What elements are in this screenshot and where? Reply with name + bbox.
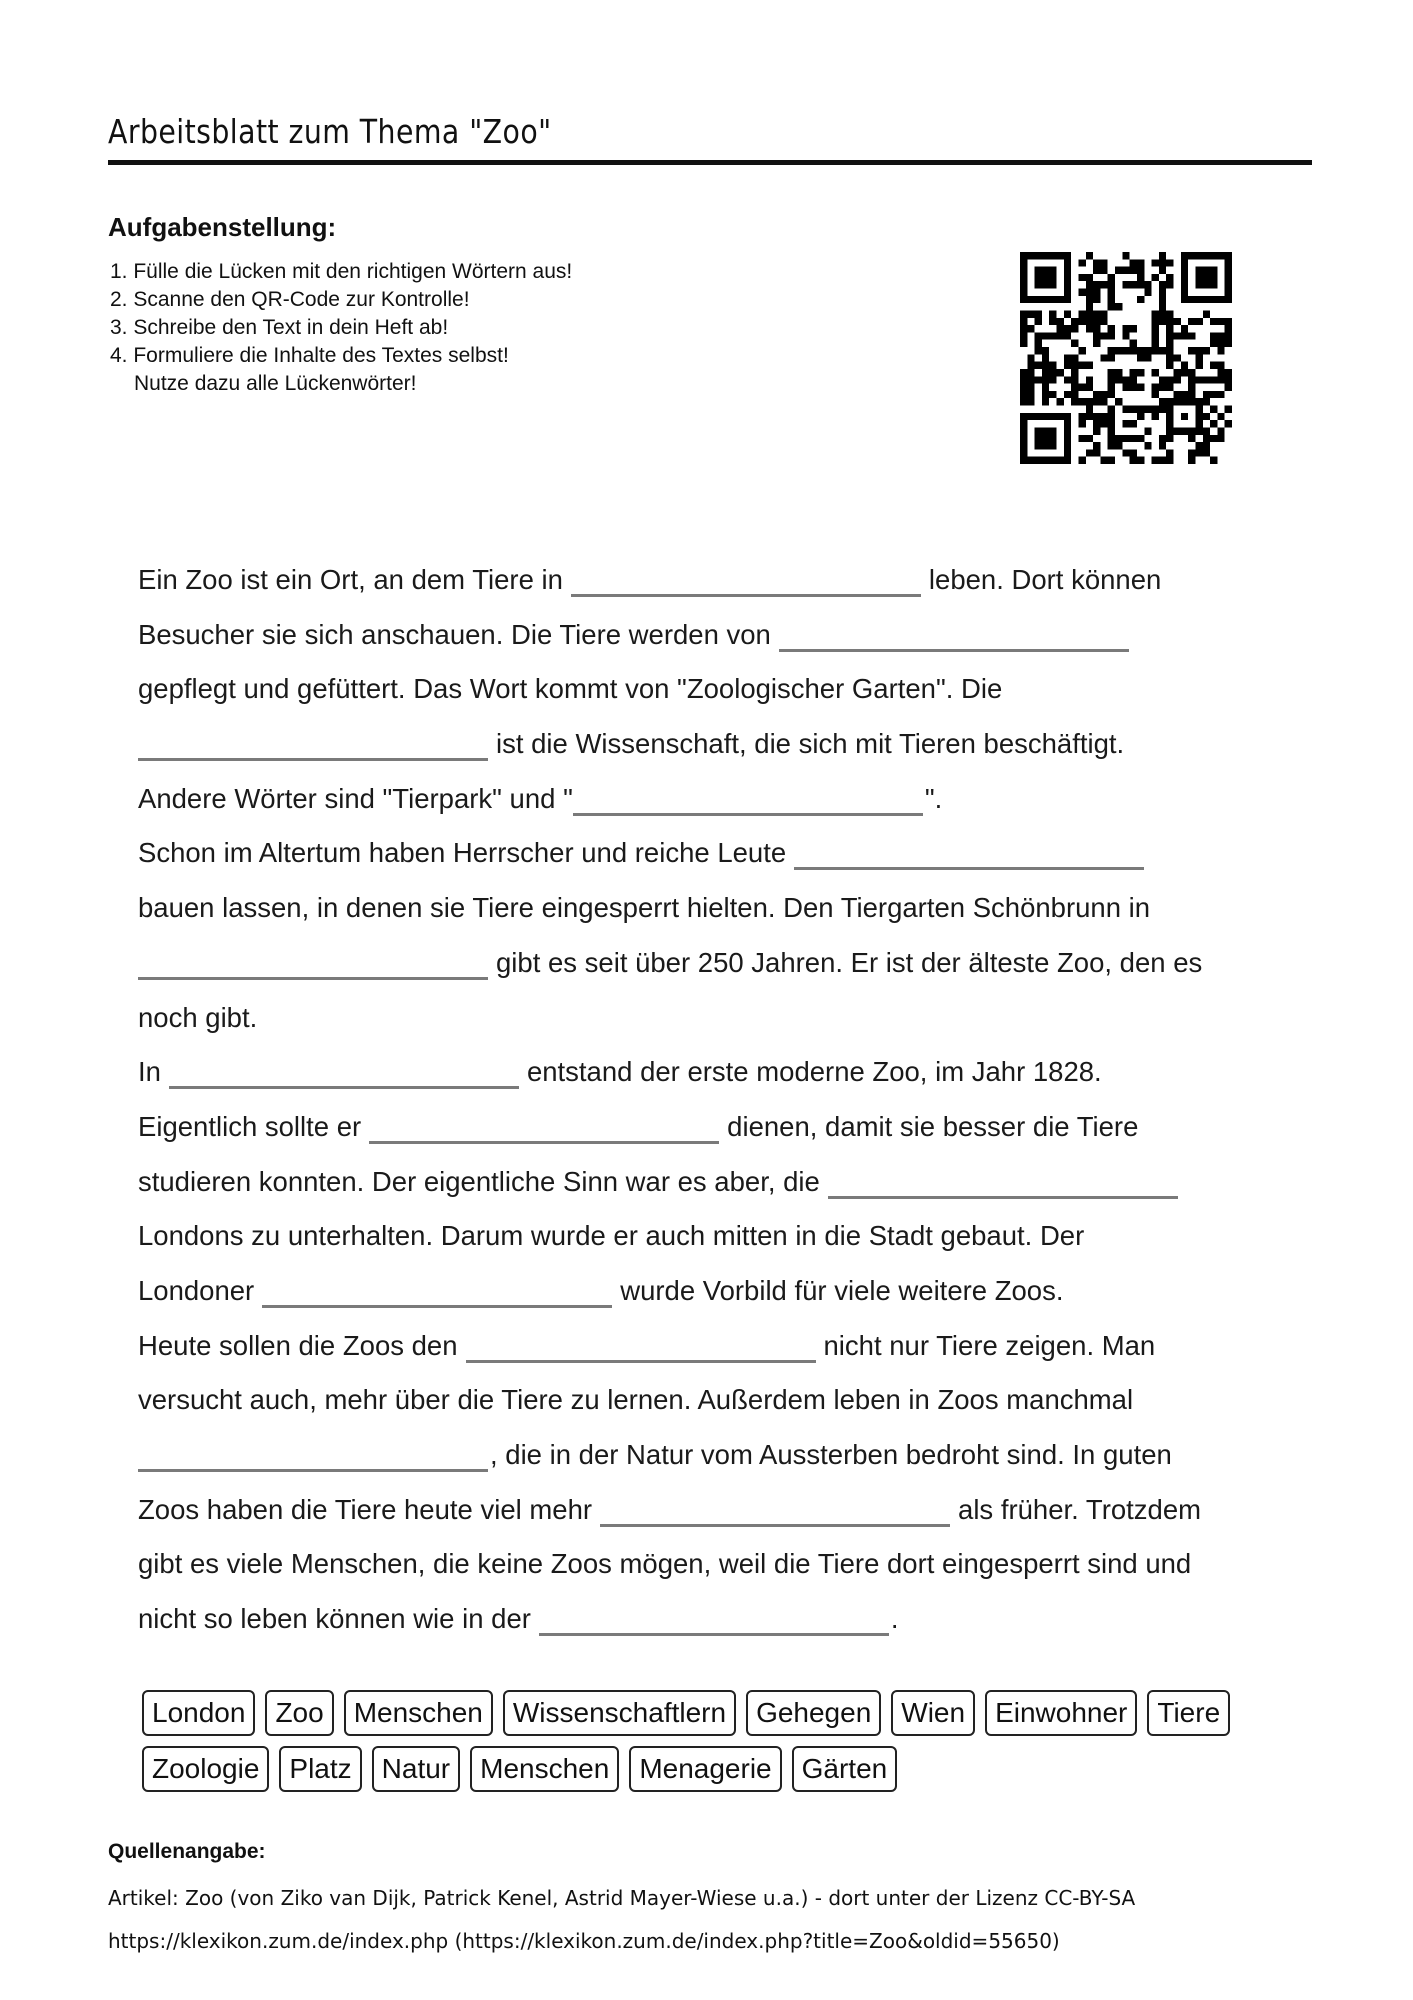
source-article: Artikel: Zoo (von Ziko van Dijk, Patrick Kenel, Astrid Mayer-Wiese u.a.) - dort unter der Lizenz CC-BY-SA [108, 1886, 1136, 1910]
answer-blank[interactable] [138, 1435, 488, 1472]
task-heading: Aufgabenstellung: [108, 212, 337, 242]
task-item: 2. Scanne den QR-Code zur Kontrolle! [110, 288, 470, 311]
text-line: In entstand der erste moderne Zoo, im Jahr 1828. [138, 1045, 1308, 1100]
task-item: 3. Schreibe den Text in dein Heft ab! [110, 316, 449, 339]
text-line: noch gibt. [138, 1001, 258, 1033]
word-bank [142, 1690, 1292, 1802]
answer-blank[interactable] [466, 1326, 816, 1363]
text-line: Zoos haben die Tiere heute viel mehr als früher. Trotzdem [138, 1483, 1308, 1538]
word-chip[interactable]: Menagerie [629, 1746, 781, 1792]
answer-blank[interactable] [169, 1052, 519, 1089]
text-line: versucht auch, mehr über die Tiere zu lernen. Außerdem leben in Zoos manchmal [138, 1384, 1134, 1416]
word-chip[interactable]: Wien [891, 1690, 975, 1736]
text-line: Londons zu unterhalten. Darum wurde er auch mitten in die Stadt gebaut. Der [138, 1220, 1085, 1252]
text-line: nicht so leben können wie in der . [138, 1592, 1308, 1647]
answer-blank[interactable] [539, 1599, 889, 1636]
answer-blank[interactable] [573, 779, 923, 816]
task-item: 4. Formuliere die Inhalte des Textes selbst! [110, 344, 509, 367]
text-line: bauen lassen, in denen sie Tiere eingesperrt hielten. Den Tiergarten Schönbrunn in [138, 892, 1151, 924]
text-line: gibt es seit über 250 Jahren. Er ist der älteste Zoo, den es [138, 936, 1308, 991]
answer-blank[interactable] [600, 1490, 950, 1527]
text-line: Ein Zoo ist ein Ort, an dem Tiere in leben. Dort können [138, 553, 1308, 608]
text-line: Besucher sie sich anschauen. Die Tiere werden von [138, 608, 1308, 663]
text-line: ist die Wissenschaft, die sich mit Tieren beschäftigt. [138, 717, 1308, 772]
word-bank-row [142, 1746, 1292, 1792]
word-bank-row [142, 1690, 1292, 1736]
text-line: Schon im Altertum haben Herrscher und reiche Leute [138, 826, 1308, 881]
word-chip[interactable]: Natur [372, 1746, 460, 1792]
cloze-text [138, 553, 1308, 1647]
text-line: gibt es viele Menschen, die keine Zoos mögen, weil die Tiere dort eingesperrt sind und [138, 1548, 1192, 1580]
word-chip[interactable]: Gehegen [746, 1690, 881, 1736]
answer-blank[interactable] [779, 615, 1129, 652]
word-chip[interactable]: Zoologie [142, 1746, 269, 1792]
word-chip[interactable]: Wissenschaftlern [503, 1690, 736, 1736]
text-line: Andere Wörter sind "Tierpark" und " ". [138, 772, 1308, 827]
text-line: Heute sollen die Zoos den nicht nur Tiere zeigen. Man [138, 1319, 1308, 1374]
title-underline [108, 160, 1312, 165]
answer-blank[interactable] [138, 724, 488, 761]
worksheet-title: Arbeitsblatt zum Thema "Zoo" [108, 112, 552, 151]
answer-blank[interactable] [138, 943, 488, 980]
qr-code-icon[interactable] [1020, 252, 1232, 464]
answer-blank[interactable] [571, 560, 921, 597]
answer-blank[interactable] [262, 1271, 612, 1308]
word-chip[interactable]: Gärten [792, 1746, 898, 1792]
text-line: , die in der Natur vom Aussterben bedroht sind. In guten [138, 1428, 1308, 1483]
task-item: 1. Fülle die Lücken mit den richtigen Wörtern aus! [110, 260, 573, 283]
source-url[interactable]: https://klexikon.zum.de/index.php (https://klexikon.zum.de/index.php?title=Zoo&oldid=55650) [108, 1929, 1060, 1953]
word-chip[interactable]: Zoo [265, 1690, 333, 1736]
answer-blank[interactable] [369, 1107, 719, 1144]
task-list [110, 258, 572, 398]
text-line: Eigentlich sollte er dienen, damit sie besser die Tiere [138, 1100, 1308, 1155]
answer-blank[interactable] [794, 833, 1144, 870]
answer-blank[interactable] [828, 1162, 1178, 1199]
word-chip[interactable]: Tiere [1147, 1690, 1230, 1736]
word-chip[interactable]: Menschen [344, 1690, 493, 1736]
word-chip[interactable]: Menschen [470, 1746, 619, 1792]
source-heading: Quellenangabe: [108, 1840, 266, 1863]
word-chip[interactable]: Einwohner [985, 1690, 1137, 1736]
text-line: Londoner wurde Vorbild für viele weitere Zoos. [138, 1264, 1308, 1319]
task-item: Nutze dazu alle Lückenwörter! [134, 372, 417, 395]
text-line: gepflegt und gefüttert. Das Wort kommt von "Zoologischer Garten". Die [138, 673, 1003, 705]
word-chip[interactable]: Platz [279, 1746, 361, 1792]
word-chip[interactable]: London [142, 1690, 255, 1736]
text-line: studieren konnten. Der eigentliche Sinn war es aber, die [138, 1155, 1308, 1210]
